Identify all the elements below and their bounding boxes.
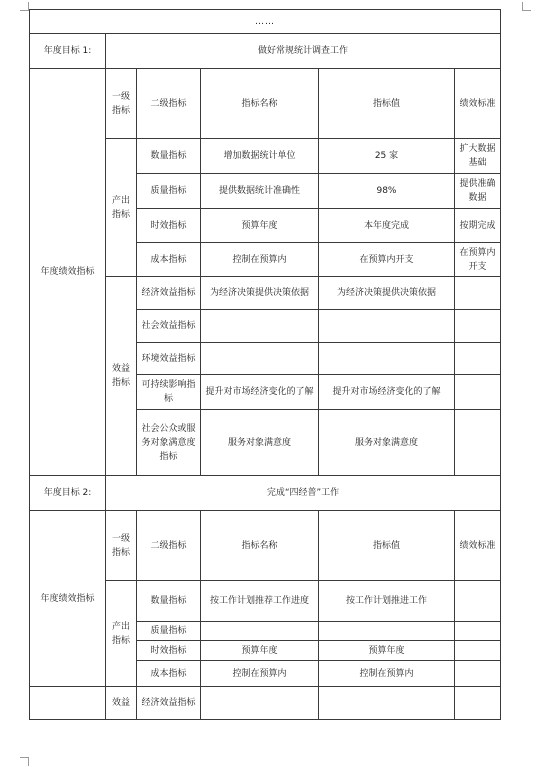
header-level2: 二级指标 (137, 69, 201, 139)
indicator-name-cell (201, 687, 319, 720)
indicator-name-cell (201, 622, 319, 641)
table-header-row (30, 69, 501, 139)
indicator-value-cell (319, 343, 455, 375)
standard-cell (455, 622, 501, 641)
indicator-value-cell: 98% (319, 174, 455, 209)
standard-cell (455, 687, 501, 720)
indicator-name-cell: 为经济决策提供决策依据 (201, 277, 319, 310)
level2-cell: 质量指标 (137, 174, 201, 209)
indicator-name-cell: 服务对象满意度 (201, 410, 319, 476)
indicator-name-cell: 控制在预算内 (201, 243, 319, 277)
group-label-empty (30, 687, 106, 720)
header-level1: 一级指标 (106, 69, 137, 139)
level2-cell: 可持续影响指标 (137, 375, 201, 410)
indicator-name-cell: 提供数据统计准确性 (201, 174, 319, 209)
header-value: 指标值 (319, 69, 455, 139)
indicator-value-cell: 提升对市场经济变化的了解 (319, 375, 455, 410)
standard-cell (455, 277, 501, 310)
indicator-name-cell (201, 310, 319, 343)
indicator-name-cell: 增加数据统计单位 (201, 139, 319, 174)
indicator-value-cell: 服务对象满意度 (319, 410, 455, 476)
level2-cell: 经济效益指标 (137, 277, 201, 310)
performance-table (29, 9, 501, 720)
header-level2: 二级指标 (137, 511, 201, 581)
standard-cell (455, 375, 501, 410)
standard-cell (455, 310, 501, 343)
goal-row (30, 476, 501, 511)
indicator-name-cell: 预算年度 (201, 209, 319, 243)
ellipsis-row: …… (30, 10, 501, 34)
output-indicator-label: 产出指标 (106, 581, 137, 687)
level2-cell: 环境效益指标 (137, 343, 201, 375)
indicator-value-cell: 25 家 (319, 139, 455, 174)
indicator-value-cell: 控制在预算内 (319, 661, 455, 687)
goal-row (30, 34, 501, 69)
indicator-value-cell: 按工作计划推进工作 (319, 581, 455, 622)
page-corner-mark-bottom-left (20, 757, 29, 766)
header-name: 指标名称 (201, 511, 319, 581)
indicator-value-cell: 预算年度 (319, 641, 455, 661)
standard-cell (455, 581, 501, 622)
indicator-name-cell (201, 343, 319, 375)
standard-cell (455, 661, 501, 687)
indicator-value-cell (319, 310, 455, 343)
header-standard: 绩效标准 (455, 511, 501, 581)
standard-cell: 按期完成 (455, 209, 501, 243)
level2-cell: 时效指标 (137, 209, 201, 243)
goal-label: 年度目标 2: (30, 476, 106, 511)
indicator-value-cell: 本年度完成 (319, 209, 455, 243)
indicator-value-cell: 为经济决策提供决策依据 (319, 277, 455, 310)
group-label: 年度绩效指标 (30, 511, 106, 687)
level2-cell: 时效指标 (137, 641, 201, 661)
indicator-name-cell: 提升对市场经济变化的了解 (201, 375, 319, 410)
level2-cell: 数量指标 (137, 581, 201, 622)
effect-indicator-label: 效益指标 (106, 277, 137, 476)
page-corner-mark-top-left (20, 2, 29, 11)
page-corner-mark-top-right (522, 2, 531, 11)
header-standard: 绩效标准 (455, 69, 501, 139)
header-level1: 一级指标 (106, 511, 137, 581)
header-value: 指标值 (319, 511, 455, 581)
indicator-value-cell: 在预算内开支 (319, 243, 455, 277)
effect-indicator-label: 效益 (106, 687, 137, 720)
indicator-name-cell: 预算年度 (201, 641, 319, 661)
level2-cell: 经济效益指标 (137, 687, 201, 720)
standard-cell (455, 410, 501, 476)
standard-cell: 提供准确数据 (455, 174, 501, 209)
level2-cell: 质量指标 (137, 622, 201, 641)
goal-text: 做好常规统计调查工作 (106, 34, 501, 69)
level2-cell: 成本指标 (137, 243, 201, 277)
indicator-value-cell (319, 622, 455, 641)
indicator-name-cell: 控制在预算内 (201, 661, 319, 687)
level2-cell: 数量指标 (137, 139, 201, 174)
group-label: 年度绩效指标 (30, 69, 106, 476)
goal-label: 年度目标 1: (30, 34, 106, 69)
standard-cell: 扩大数据基础 (455, 139, 501, 174)
header-name: 指标名称 (201, 69, 319, 139)
standard-cell (455, 641, 501, 661)
indicator-value-cell (319, 687, 455, 720)
level2-cell: 社会效益指标 (137, 310, 201, 343)
indicator-name-cell: 按工作计划推荐工作进度 (201, 581, 319, 622)
level2-cell: 社会公众或服务对象满意度指标 (137, 410, 201, 476)
standard-cell: 在预算内开支 (455, 243, 501, 277)
table-row (30, 10, 501, 34)
table-row (30, 687, 501, 720)
standard-cell (455, 343, 501, 375)
level2-cell: 成本指标 (137, 661, 201, 687)
table-header-row (30, 511, 501, 581)
output-indicator-label: 产出指标 (106, 139, 137, 277)
goal-text: 完成“四经普”工作 (106, 476, 501, 511)
